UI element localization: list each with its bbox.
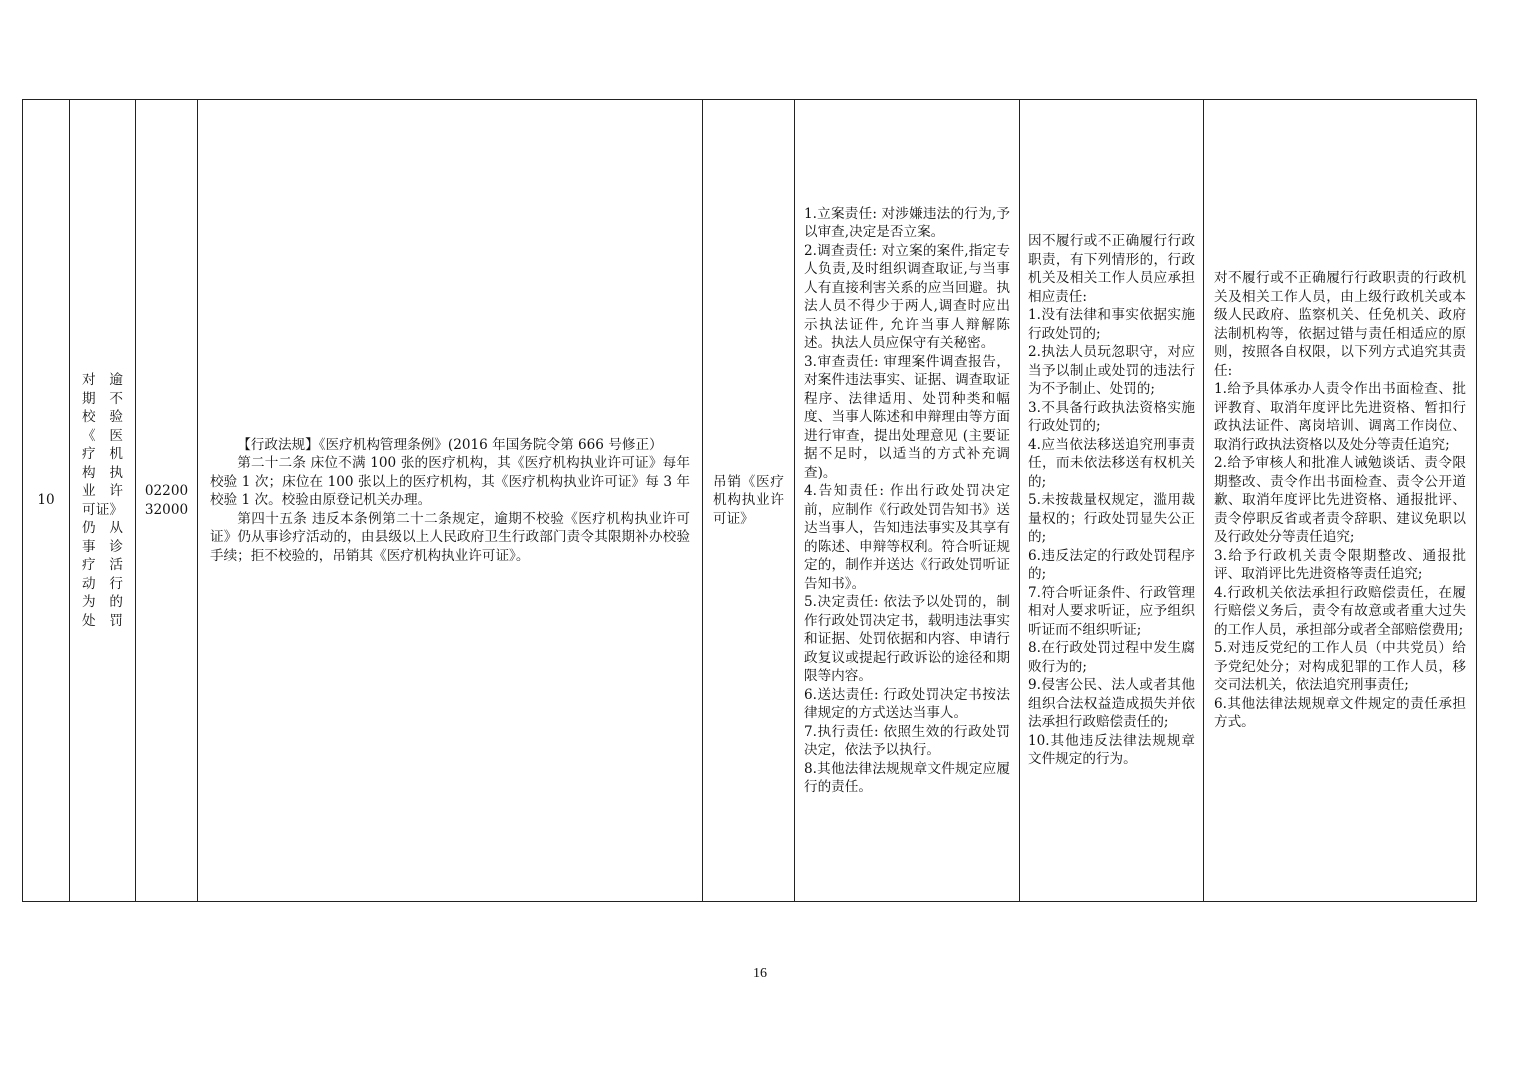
item-name-line: 构 执	[82, 464, 123, 481]
duty-item: 5.决定责任: 依法予以处罚的，制作行政处罚决定书，载明违法事实和证据、处罚依据和内容、申请行政复议或提起行政诉讼的途径和期限等内容。	[804, 594, 1010, 684]
responsibility-item: 5.未按裁量权规定，滥用裁量权的；行政处罚显失公正的;	[1028, 492, 1195, 546]
item-name-line: 期 不	[82, 390, 123, 407]
duty-list	[804, 205, 1010, 797]
legal-basis-paragraph: 第二十二条 床位不满 100 张的医疗机构，其《医疗机构执业许可证》每年校验 1 次；床位在 100 张以上的医疗机构，其《医疗机构执业许可证》每 3 年校验 1 次。校验由原登记机关办理。	[210, 455, 690, 509]
row-number: 10	[37, 492, 55, 509]
accountability-item: 4.行政机关依法承担行政赔偿责任，在履行赔偿义务后，责令有故意或者重大过失的工作人员，承担部分或者全部赔偿费用;	[1214, 584, 1466, 638]
item-code-line: 32000	[144, 501, 189, 518]
responsibility-item: 3.不具备行政执法资格实施行政处罚的;	[1028, 399, 1195, 435]
accountability-item: 2.给予审核人和批准人诫勉谈话、责令限期整改、责令作出书面检查、责令公开道歉、取消年度评比先进资格、通报批评、责令停职反省或者责令辞职、建议免职以及行政处分等责任追究;	[1214, 455, 1466, 546]
legal-basis-cell	[198, 100, 703, 902]
item-code-cell	[136, 100, 198, 902]
accountability-item: 1.给予具体承办人责令作出书面检查、批评教育、取消年度评比先进资格、暂扣行政执法证件、离岗培训、调离工作岗位、取消行政执法资格以及处分等责任追究;	[1214, 381, 1466, 453]
penalty-type-cell	[703, 100, 795, 902]
item-name-line: 校 验	[82, 409, 123, 425]
accountability-item: 5.对违反党纪的工作人员（中共党员）给予党纪处分；对构成犯罪的工作人员，移交司法机关，依法追究刑事责任;	[1214, 640, 1466, 694]
responsibility-item: 10.其他违反法律法规规章文件规定的行为。	[1028, 732, 1195, 768]
duty-item: 6.送达责任: 行政处罚决定书按法律规定的方式送达当事人。	[804, 686, 1010, 721]
page-number: 16	[753, 966, 767, 981]
responsibility-item: 7.符合听证条件、行政管理相对人要求听证，应予组织听证而不组织听证;	[1028, 584, 1195, 638]
accountability-cell	[1204, 100, 1477, 902]
item-name-line: 对 逾	[82, 372, 123, 388]
duty-item: 1.立案责任: 对涉嫌违法的行为,予以审查,决定是否立案。	[804, 205, 1010, 240]
responsibility-item: 6.违反法定的行政处罚程序的;	[1028, 547, 1195, 583]
item-name-line: 《 医	[82, 427, 123, 444]
item-name-line: 为 的	[82, 594, 123, 610]
duty-item: 3.审查责任: 审理案件调查报告，对案件违法事实、证据、调查取证程序、法律适用、处罚种类和幅度、当事人陈述和申辩理由等方面进行审查，提出处理意见 (主要证据不足时，以适当的方式补充调查)。	[804, 353, 1010, 481]
legal-basis	[210, 436, 690, 566]
legal-basis-paragraph: 【行政法规】《医疗机构管理条例》(2016 年国务院令第 666 号修正）	[237, 436, 663, 453]
item-name	[82, 371, 123, 630]
responsibility-item: 因不履行或不正确履行行政职责，有下列情形的，行政机关及相关工作人员应承担相应责任:	[1028, 233, 1195, 305]
accountability-list	[1214, 269, 1466, 732]
duty-item: 7.执行责任: 依照生效的行政处罚决定，依法予以执行。	[804, 723, 1010, 758]
item-code-line: 02200	[144, 483, 189, 499]
responsibility-item: 1.没有法律和事实依据实施行政处罚的;	[1028, 307, 1195, 342]
item-name-line: 业 许	[82, 483, 123, 499]
item-name-cell	[70, 100, 136, 902]
power-list-table	[22, 99, 1477, 902]
item-name-line: 疗 活	[82, 557, 123, 573]
responsibility-item: 9.侵害公民、法人或者其他组织合法权益造成损失并依法承担行政赔偿责任的;	[1028, 677, 1195, 731]
row-number-cell	[23, 100, 70, 902]
item-name-line: 事 诊	[82, 538, 123, 555]
responsibility-list	[1028, 232, 1195, 769]
duty-item: 8.其他法律法规规章文件规定应履行的责任。	[804, 760, 1010, 795]
item-code	[136, 482, 197, 519]
duty-cell	[795, 100, 1020, 902]
legal-basis-paragraph: 第四十五条 违反本条例第二十二条规定，逾期不校验《医疗机构执业许可证》仍从事诊疗活动的，由县级以上人民政府卫生行政部门责令其限期补办校验手续；拒不校验的，吊销其《医疗机构执业许可证》。	[210, 510, 690, 564]
accountability-item: 对不履行或不正确履行行政职责的行政机关及相关工作人员，由上级行政机关或本级人民政府、监察机关、任免机关、政府法制机构等，依据过错与责任相适应的原则，按照各自权限，以下列方式追究其责任:	[1214, 270, 1466, 379]
accountability-item: 6.其他法律法规规章文件规定的责任承担方式。	[1214, 695, 1466, 731]
responsibility-item: 8.在行政处罚过程中发生腐败行为的;	[1028, 640, 1195, 675]
item-name-line: 处罚	[82, 612, 123, 629]
item-name-line: 动 行	[82, 575, 123, 592]
item-name-line: 可证》	[82, 501, 123, 518]
table-row	[23, 100, 1477, 902]
item-name-line: 仍 从	[82, 520, 123, 536]
accountability-item: 3.给予行政机关责令限期整改、通报批评、取消评比先进资格等责任追究;	[1214, 547, 1466, 583]
responsibility-item: 4.应当依法移送追究刑事责任，而未依法移送有权机关的;	[1028, 436, 1195, 490]
duty-item: 4.告知责任: 作出行政处罚决定前，应制作《行政处罚告知书》送达当事人，告知违法事实及其享有的陈述、申辩等权利。符合听证规定的，制作并送达《行政处罚听证告知书》。	[804, 483, 1010, 592]
duty-item: 2.调查责任: 对立案的案件,指定专人负责,及时组织调查取证,与当事人有直接利害关系的应当回避。执法人员不得少于两人,调查时应出示执法证件, 允许当事人辩解陈述。执法人员应保守有关秘密。	[804, 242, 1010, 351]
responsibility-item: 2.执法人员玩忽职守，对应当予以制止或处罚的违法行为不予制止、处罚的;	[1028, 344, 1195, 398]
responsibility-cell	[1020, 100, 1204, 902]
item-name-line: 疗 机	[82, 446, 123, 462]
penalty-type: 吊销《医疗机构执业许可证》	[713, 473, 784, 527]
